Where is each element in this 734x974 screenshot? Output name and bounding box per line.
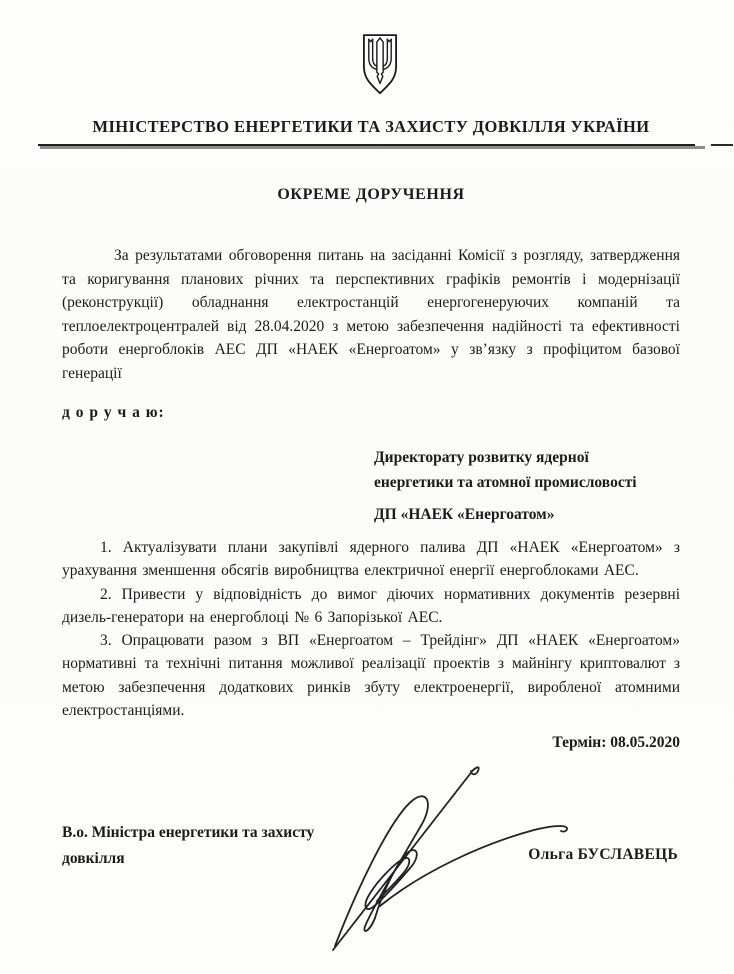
signer-name: Ольга БУСЛАВЕЦЬ xyxy=(528,846,678,864)
instruction-item-3: 3. Опрацювати разом з ВП «Енергоатом – Трейдінг» ДП «НАЕК «Енергоатом» нормативні та технічні питання можливої реалізації проектів з майнінгу криптовалют з метою забезпечення додаткових ринків збуту електроенергії, виробленої атомними електростанціями. xyxy=(62,632,680,720)
divider-edge-dash xyxy=(711,144,733,146)
signer-title: В.о. Міністра енергетики та захисту довкілля xyxy=(62,824,315,868)
addressee-company: ДП «НАЕК «Енергоатом» xyxy=(374,506,555,523)
addressee-directorate xyxy=(374,445,680,495)
divider-line-bottom xyxy=(40,146,705,149)
intro-paragraph: За результатами обговорення питань на засіданні Комісії з розгляду, затвердження та коригування планових річних та перспективних графіків ремонтів і модернізації (реконструкції) обладнання електростанцій енергогенеруючих компаній та теплоелектроцентралей від 28.04.2020 з метою забезпечення надійності та ефективності роботи енергоблоків АЕС ДП «НАЕК «Енергоатом» у зв’язку з профіцитом базової генерації xyxy=(62,247,680,382)
header-divider xyxy=(38,144,705,149)
instruction-item-1: 1. Актуалізувати плани закупівлі ядерного палива ДП «НАЕК «Енергоатом» з урахування зменшення обсягів виробництва електричної енергії енергоблоками АЕС. xyxy=(62,539,680,580)
ministry-name: МІНІСТЕРСТВО ЕНЕРГЕТИКИ ТА ЗАХИСТУ ДОВКІЛЛЯ УКРАЇНИ xyxy=(92,117,650,136)
document-title: ОКРЕМЕ ДОРУЧЕННЯ xyxy=(277,186,465,203)
addressee-line-2: енергетики та атомної промисловості xyxy=(374,474,637,491)
instruction-list xyxy=(62,536,680,722)
addressee-line-1: Директорату розвитку ядерної xyxy=(374,449,589,466)
signature-block xyxy=(62,754,680,974)
emblem-container xyxy=(62,0,680,101)
instruction-item-2: 2. Привести у відповідність до вимог діючих нормативних документів резервні дизель-генератори на енергоблоці № 6 Запорізької АЕС. xyxy=(62,585,680,626)
ukraine-trident-emblem-icon xyxy=(359,33,401,96)
deadline-text: Термін: 08.05.2020 xyxy=(552,734,680,752)
instruct-word: д о р у ч а ю: xyxy=(62,403,165,421)
